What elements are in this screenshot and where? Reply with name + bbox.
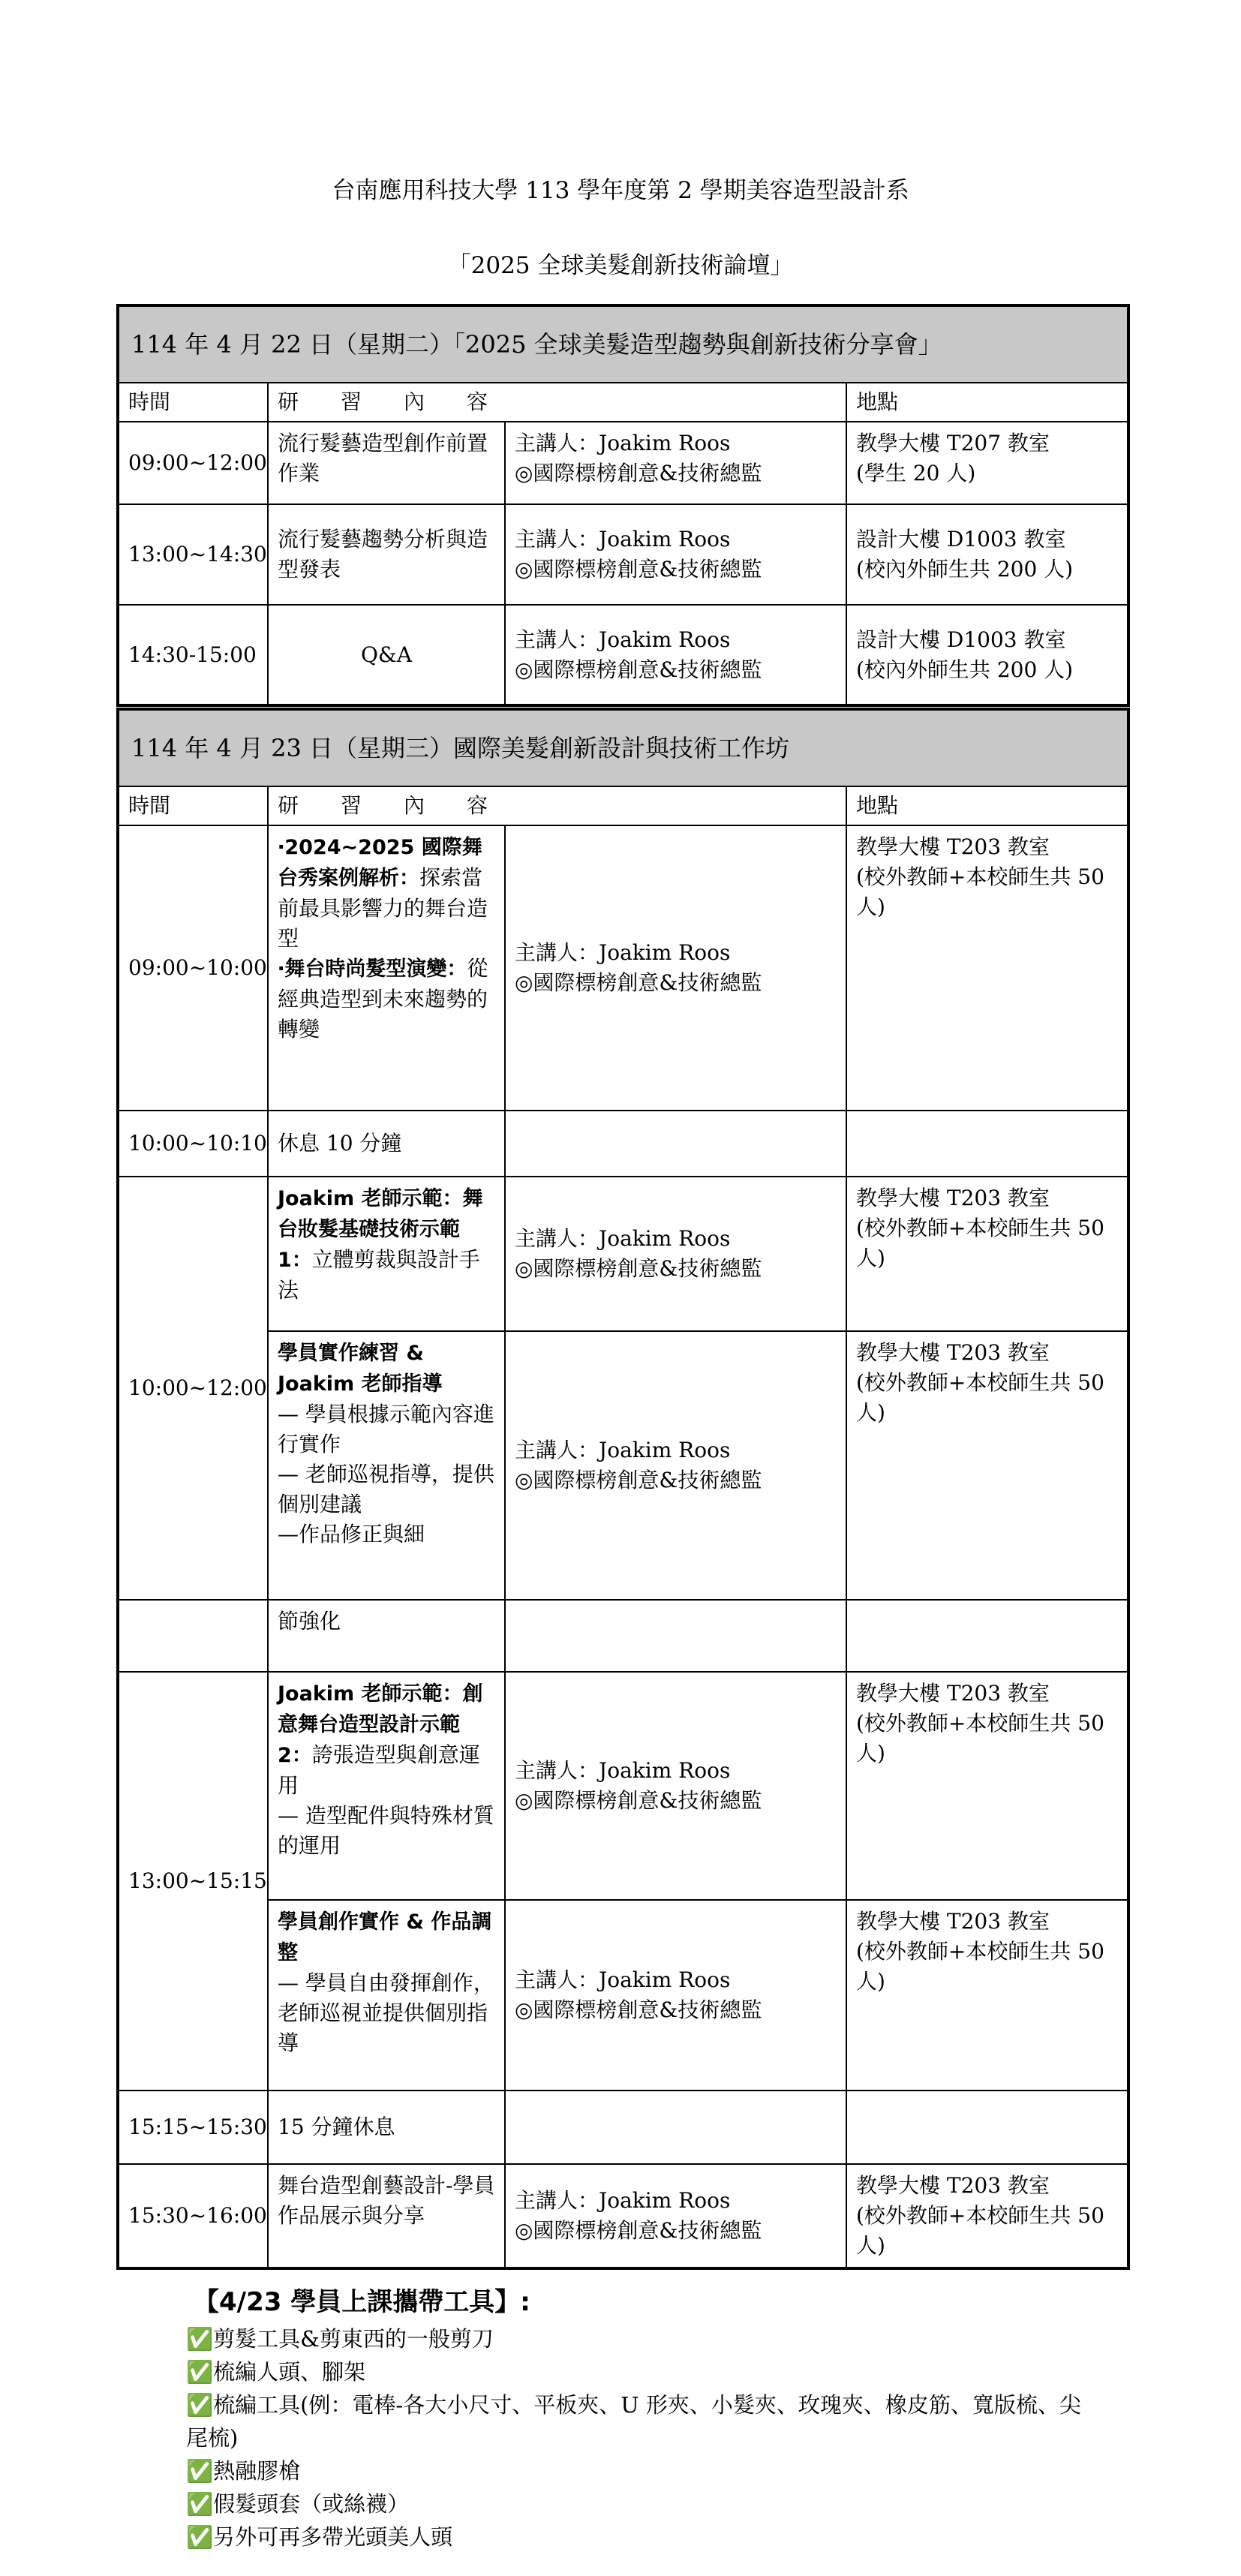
col-header-content: 研 習 內 容 [268,383,846,422]
row-place [846,1900,1128,2091]
list-item: ✅假髮頭套（或絲襪） [186,2491,410,2517]
place-room: 教學大樓 T203 教室 [856,1909,1050,1934]
topic-heading: ‧2024~2025 國際舞台秀案例解析： [278,836,482,890]
row-time: 15:15~15:30 [118,2091,268,2164]
table-row [118,1177,1128,1331]
row-place [846,2091,1128,2164]
speaker-name: 主講人：Joakim Roos [515,1438,731,1462]
place-note: (校外教師+本校師生共 50 人) [856,1370,1104,1425]
topic-text: — 學員自由發揮創作，老師巡視並提供個別指導 [278,1970,494,2055]
place-room: 設計大樓 D1003 教室 [856,527,1066,552]
table-row [118,2091,1128,2164]
row-place [846,1600,1128,1672]
row-place [846,1177,1128,1331]
list-item: ✅熱融膠槍 [186,2458,301,2484]
row-time: 14:30-15:00 [118,605,268,705]
place-room: 設計大樓 D1003 教室 [856,627,1066,652]
row-content [268,1672,505,1900]
table-row [118,1111,1128,1177]
place-room: 教學大樓 T203 教室 [856,2173,1050,2198]
day2-schedule-table [116,708,1130,2270]
place-note: (校內外師生共 200 人) [856,557,1074,582]
row-content: 舞台造型創藝設計-學員作品展示與分享 [268,2164,505,2268]
document-title-line1: 台南應用科技大學 113 學年度第 2 學期美容造型設計系 [332,177,909,204]
place-room: 教學大樓 T203 教室 [856,1681,1050,1706]
row-time: 10:00~10:10 [118,1111,268,1177]
col-header-time: 時間 [118,383,268,422]
tools-heading: 【4/23 學員上課攜帶工具】: [194,2287,530,2317]
row-content [268,825,505,1111]
row-content: 流行髮藝趨勢分析與造型發表 [268,504,505,605]
place-note: (校外教師+本校師生共 50 人) [856,2203,1104,2258]
day1-heading: 114 年 4 月 22 日（星期二）「2025 全球美髮造型趨勢與創新技術分享會」 [118,305,1128,383]
row-place [846,605,1128,705]
speaker-name: 主講人：Joakim Roos [515,627,731,652]
speaker-name: 主講人：Joakim Roos [515,1758,731,1783]
row-place [846,1672,1128,1900]
day1-schedule-table [116,304,1130,707]
row-content: 節強化 [268,1600,505,1672]
row-content [268,1331,505,1600]
place-room: 教學大樓 T203 教室 [856,834,1050,859]
topic-heading: Joakim 老師示範：創意舞台造型設計示範 2： [278,1682,483,1767]
speaker-title: ◎國際標榜創意&技術總監 [515,1256,762,1281]
row-time: 13:00~14:30 [118,504,268,605]
row-speaker [505,422,846,504]
row-speaker [505,1900,846,2091]
row-speaker [505,504,846,605]
place-note: (校外教師+本校師生共 50 人) [856,1216,1104,1270]
table-row [118,1600,1128,1672]
row-place [846,422,1128,504]
speaker-title: ◎國際標榜創意&技術總監 [515,657,762,682]
row-content: 流行髮藝造型創作前置作業 [268,422,505,504]
row-speaker [505,1331,846,1600]
table-row [118,1672,1128,1900]
table-row [118,504,1128,605]
row-time: 10:00~12:00 [118,1177,268,1600]
row-place [846,504,1128,605]
topic-text: 立體剪裁與設計手法 [278,1247,480,1303]
topic-text: — 造型配件與特殊材質的運用 [278,1803,494,1858]
row-speaker [505,1672,846,1900]
topic-text: —作品修正與細 [278,1522,425,1547]
row-speaker [505,1177,846,1331]
speaker-name: 主講人：Joakim Roos [515,1226,731,1251]
speaker-name: 主講人：Joakim Roos [515,527,731,552]
speaker-name: 主講人：Joakim Roos [515,431,731,455]
table-row [118,2164,1128,2268]
topic-heading: ‧舞台時尚髮型演變： [278,957,467,981]
place-room: 教學大樓 T203 教室 [856,1186,1050,1210]
table-row [118,1900,1128,2091]
day2-heading: 114 年 4 月 23 日（星期三）國際美髮創新設計與技術工作坊 [118,709,1128,786]
row-place [846,1111,1128,1177]
row-content [268,1900,505,2091]
topic-text: 從經典造型到未來趨勢的轉變 [278,956,488,1042]
tools-list [186,2322,1086,2553]
topic-text: 誇張造型與創意運用 [278,1742,480,1798]
speaker-title: ◎國際標榜創意&技術總監 [515,970,762,995]
place-note: (校外教師+本校師生共 50 人) [856,864,1104,919]
place-room: 教學大樓 T203 教室 [856,1340,1050,1365]
list-item: ✅梳編人頭、腳架 [186,2359,366,2385]
table-row [118,422,1128,504]
place-note: (學生 20 人) [856,461,976,485]
row-time [118,1600,268,1672]
speaker-name: 主講人：Joakim Roos [515,940,731,965]
row-time: 09:00~10:00 [118,825,268,1111]
row-content [268,1177,505,1331]
row-content: 15 分鐘休息 [268,2091,505,2164]
col-header-content: 研 習 內 容 [268,786,846,825]
speaker-title: ◎國際標榜創意&技術總監 [515,1997,762,2022]
row-speaker [505,825,846,1111]
row-speaker [505,605,846,705]
row-place [846,825,1128,1111]
row-speaker [505,1600,846,1672]
list-item: ✅梳編工具(例：電棒-各大小尺寸、平板夾、U 形夾、小髮夾、玫瑰夾、橡皮筋、寬版梳、尖尾梳) [186,2392,1081,2451]
row-speaker [505,2091,846,2164]
topic-text: — 老師巡視指導，提供個別建議 [278,1462,494,1516]
place-note: (校內外師生共 200 人) [856,657,1074,682]
speaker-title: ◎國際標榜創意&技術總監 [515,557,762,582]
list-item: ✅另外可再多帶光頭美人頭 [186,2524,453,2550]
row-speaker [505,2164,846,2268]
table-row [118,1331,1128,1600]
speaker-title: ◎國際標榜創意&技術總監 [515,2218,762,2243]
speaker-name: 主講人：Joakim Roos [515,2188,731,2213]
list-item: ✅剪髮工具&剪東西的一般剪刀 [186,2326,494,2352]
speaker-title: ◎國際標榜創意&技術總監 [515,461,762,485]
col-header-place: 地點 [846,383,1128,422]
place-note: (校外教師+本校師生共 50 人) [856,1939,1104,1994]
row-place [846,2164,1128,2268]
document-title-line2: 「2025 全球美髮創新技術論壇」 [447,252,794,279]
col-header-time: 時間 [118,786,268,825]
topic-heading: Joakim 老師示範：舞台妝髮基礎技術示範 1： [278,1187,483,1272]
row-time: 15:30~16:00 [118,2164,268,2268]
row-speaker [505,1111,846,1177]
col-header-place: 地點 [846,786,1128,825]
row-content: 休息 10 分鐘 [268,1111,505,1177]
row-time: 13:00~15:15 [118,1672,268,2091]
row-content: Q&A [268,605,505,705]
speaker-title: ◎國際標榜創意&技術總監 [515,1788,762,1813]
row-time: 09:00~12:00 [118,422,268,504]
speaker-name: 主講人：Joakim Roos [515,1967,731,1992]
table-row [118,825,1128,1111]
topic-text: 探索當前最具影響力的舞台造型 [278,865,488,951]
topic-heading: 學員實作練習 & Joakim 老師指導 [278,1342,443,1396]
place-room: 教學大樓 T207 教室 [856,431,1050,455]
place-note: (校外教師+本校師生共 50 人) [856,1711,1104,1766]
topic-heading: 學員創作實作 & 作品調整 [278,1910,492,1964]
row-place [846,1331,1128,1600]
table-row [118,605,1128,705]
topic-text: — 學員根據示範內容進行實作 [278,1402,494,1456]
speaker-title: ◎國際標榜創意&技術總監 [515,1468,762,1492]
